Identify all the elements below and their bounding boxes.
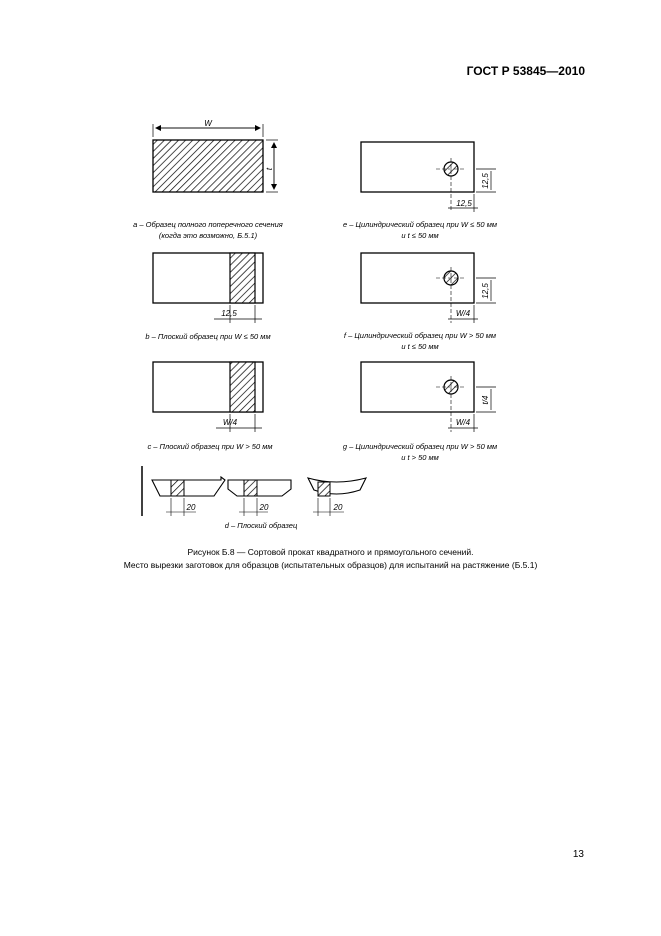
dim-b: 12,5 (221, 309, 237, 318)
panel-f (344, 253, 496, 351)
document-number: ГОСТ Р 53845—2010 (466, 64, 585, 78)
caption-f-line1: f – Цилиндрический образец при W > 50 мм (343, 331, 497, 340)
caption-b: b – Плоский образец при W ≤ 50 мм (145, 332, 271, 341)
caption-a-line1: a – Образец полного поперечного сечения (133, 220, 283, 229)
panel-g (343, 362, 497, 462)
dim-g-vertical: t/4 (481, 395, 490, 405)
figure-caption-title: Рисунок Б.8 — Сортовой прокат квадратного и прямоугольного сечений. (187, 547, 474, 557)
dim-e-horizontal: 12,5 (456, 199, 472, 208)
panel-b (145, 253, 270, 341)
caption-f-line2: и t ≤ 50 мм (401, 342, 439, 351)
panel-c (147, 362, 272, 451)
panel-a (133, 119, 283, 240)
dim-w-label: W (204, 119, 212, 128)
flat-specimen (230, 362, 255, 412)
dim-d-2: 20 (259, 503, 269, 512)
specimen-3 (318, 482, 330, 496)
dim-c: W/4 (222, 418, 238, 427)
caption-d: d – Плоский образец (224, 521, 298, 530)
full-section-bar (153, 140, 263, 192)
specimen-2 (244, 480, 257, 496)
profile-2 (228, 480, 291, 496)
dim-f-vertical: 12,5 (481, 283, 490, 299)
dim-d-1: 20 (186, 503, 196, 512)
caption-c: c – Плоский образец при W > 50 мм (147, 442, 273, 451)
specimen-1 (171, 480, 184, 496)
dim-d-3: 20 (333, 503, 343, 512)
caption-a-line2: (когда это возможно, Б.5.1) (158, 231, 258, 240)
figure-caption-subtitle: Место вырезки заготовок для образцов (испытательных образцов) для испытаний на растяжение (Б.5.1) (123, 560, 538, 570)
page-number: 13 (572, 849, 584, 860)
flat-specimen (230, 253, 255, 303)
profile-3 (308, 478, 366, 494)
caption-g-line1: g – Цилиндрический образец при W > 50 мм (342, 442, 498, 451)
dim-e-vertical: 12,5 (481, 173, 490, 189)
dim-t-label: t (265, 167, 274, 171)
panel-e (343, 142, 497, 240)
dim-g-horizontal: W/4 (455, 418, 471, 427)
panel-d (142, 466, 366, 530)
profile-1 (152, 477, 225, 496)
caption-g-line2: и t > 50 мм (401, 453, 439, 462)
dim-f-horizontal: W/4 (455, 309, 471, 318)
caption-e-line2: и t ≤ 50 мм (401, 231, 439, 240)
caption-e-line1: e – Цилиндрический образец при W ≤ 50 мм (343, 220, 497, 229)
